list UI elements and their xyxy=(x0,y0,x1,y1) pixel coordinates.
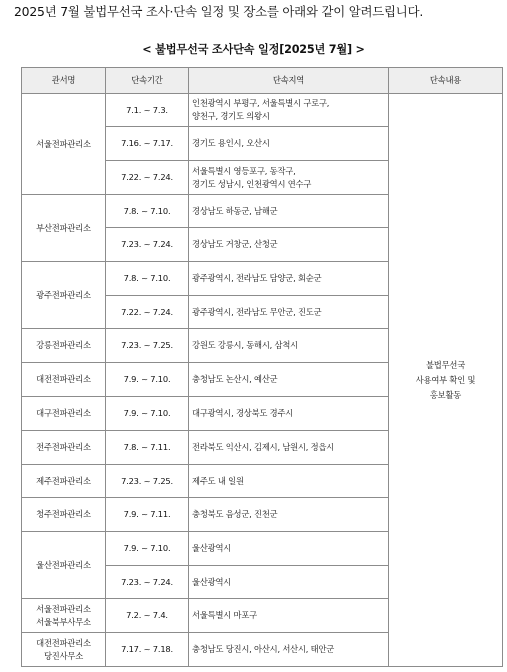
region-line: 충청남도 당진시, 아산시, 서산시, 태안군 xyxy=(192,644,335,654)
period-cell: 7.9. ~ 7.10. xyxy=(106,397,189,431)
period-cell: 7.2. ~ 7.4. xyxy=(106,599,189,633)
table-header-row xyxy=(22,68,503,94)
office-cell xyxy=(22,94,106,195)
region-cell xyxy=(189,363,389,397)
region-line: 대구광역시, 경상북도 경주시 xyxy=(192,408,294,418)
office-cell xyxy=(22,633,106,667)
period-cell: 7.17. ~ 7.18. xyxy=(106,633,189,667)
region-line: 충청북도 음성군, 진천군 xyxy=(192,509,278,519)
office-cell xyxy=(22,431,106,465)
region-cell xyxy=(189,397,389,431)
period-cell: 7.8. ~ 7.11. xyxy=(106,431,189,465)
region-cell xyxy=(189,329,389,363)
office-cell xyxy=(22,195,106,262)
region-line: 전라북도 익산시, 김제시, 남원시, 정읍시 xyxy=(192,442,335,452)
office-cell xyxy=(22,532,106,599)
office-cell xyxy=(22,262,106,329)
office-cell xyxy=(22,599,106,633)
region-cell xyxy=(189,94,389,127)
region-cell xyxy=(189,127,389,161)
region-cell xyxy=(189,599,389,633)
region-cell xyxy=(189,161,389,195)
region-cell xyxy=(189,296,389,329)
region-cell xyxy=(189,262,389,296)
office-name-line: 서울전파관리소 xyxy=(36,603,91,614)
office-name-line: 강릉전파관리소 xyxy=(36,340,91,350)
period-cell: 7.23. ~ 7.25. xyxy=(106,465,189,498)
region-line: 양천구, 경기도 의왕시 xyxy=(192,111,270,121)
office-name-line: 전주전파관리소 xyxy=(36,442,91,452)
office-cell xyxy=(22,465,106,498)
period-cell: 7.23. ~ 7.24. xyxy=(106,228,189,262)
region-line: 충청남도 논산시, 예산군 xyxy=(192,374,278,384)
content-cell xyxy=(389,94,503,667)
office-cell xyxy=(22,363,106,397)
region-cell xyxy=(189,498,389,532)
office-name-line: 제주전파관리소 xyxy=(36,475,91,486)
region-line: 경상남도 하동군, 남해군 xyxy=(192,205,278,216)
office-name-line: 서울북부사무소 xyxy=(36,616,91,627)
office-name-line: 광주전파관리소 xyxy=(36,289,91,300)
office-cell xyxy=(22,397,106,431)
period-cell: 7.23. ~ 7.24. xyxy=(106,566,189,599)
header-content: 단속내용 xyxy=(389,68,503,94)
period-cell: 7.1. ~ 7.3. xyxy=(106,94,189,127)
region-line: 인천광역시 부평구, 서울특별시 구로구, xyxy=(192,98,330,108)
region-cell xyxy=(189,566,389,599)
region-cell xyxy=(189,532,389,566)
period-cell: 7.16. ~ 7.17. xyxy=(106,127,189,161)
content-line: 홍보활동 xyxy=(429,389,462,400)
table-row xyxy=(22,94,503,127)
region-cell xyxy=(189,465,389,498)
period-cell: 7.22. ~ 7.24. xyxy=(106,296,189,329)
period-cell: 7.23. ~ 7.25. xyxy=(106,329,189,363)
period-cell: 7.22. ~ 7.24. xyxy=(106,161,189,195)
region-cell xyxy=(189,633,389,667)
region-line: 울산광역시 xyxy=(192,543,232,553)
period-cell: 7.8. ~ 7.10. xyxy=(106,262,189,296)
content-line: 사용여부 확인 및 xyxy=(415,374,476,385)
period-cell: 7.9. ~ 7.10. xyxy=(106,363,189,397)
office-name-line: 대전전파관리소 xyxy=(36,374,91,384)
table-title: < 불법무선국 조사단속 일정[2025년 7월] > xyxy=(142,43,365,56)
region-line: 광주광역시, 전라남도 무안군, 진도군 xyxy=(192,306,322,317)
office-name-line: 당진사무소 xyxy=(43,650,84,661)
office-name-line: 서울전파관리소 xyxy=(36,138,91,149)
office-cell xyxy=(22,329,106,363)
intro-text: 2025년 7월 불법무선국 조사·단속 일정 및 장소를 아래와 같이 알려드립니다. xyxy=(14,4,424,19)
office-name-line: 청주전파관리소 xyxy=(36,509,91,519)
header-office: 관서명 xyxy=(22,68,106,94)
region-cell xyxy=(189,431,389,465)
office-name-line: 대전전파관리소 xyxy=(36,637,91,648)
office-cell xyxy=(22,498,106,532)
region-line: 서울특별시 영등포구, 동작구, xyxy=(192,165,296,176)
period-cell: 7.8. ~ 7.10. xyxy=(106,195,189,228)
region-cell xyxy=(189,228,389,262)
region-line: 경상남도 거창군, 산청군 xyxy=(192,239,278,249)
content-line: 불법무선국 xyxy=(425,359,466,370)
region-line: 울산광역시 xyxy=(192,576,232,587)
office-name-line: 울산전파관리소 xyxy=(36,559,91,570)
office-name-line: 대구전파관리소 xyxy=(36,408,91,418)
region-line: 광주광역시, 전라남도 담양군, 회순군 xyxy=(192,273,322,283)
region-line: 서울특별시 마포구 xyxy=(192,610,257,620)
region-cell xyxy=(189,195,389,228)
schedule-table xyxy=(21,67,503,667)
period-cell: 7.9. ~ 7.11. xyxy=(106,498,189,532)
header-region: 단속지역 xyxy=(189,68,389,94)
region-line: 제주도 내 일원 xyxy=(192,475,244,486)
header-period: 단속기간 xyxy=(106,68,189,94)
region-line: 경기도 용인시, 오산시 xyxy=(192,138,270,148)
region-line: 경기도 성남시, 인천광역시 연수구 xyxy=(192,178,312,189)
period-cell: 7.9. ~ 7.10. xyxy=(106,532,189,566)
region-line: 강원도 강릉시, 동해시, 삼척시 xyxy=(192,340,298,350)
office-name-line: 부산전파관리소 xyxy=(36,222,91,233)
schedule-body xyxy=(22,94,503,667)
